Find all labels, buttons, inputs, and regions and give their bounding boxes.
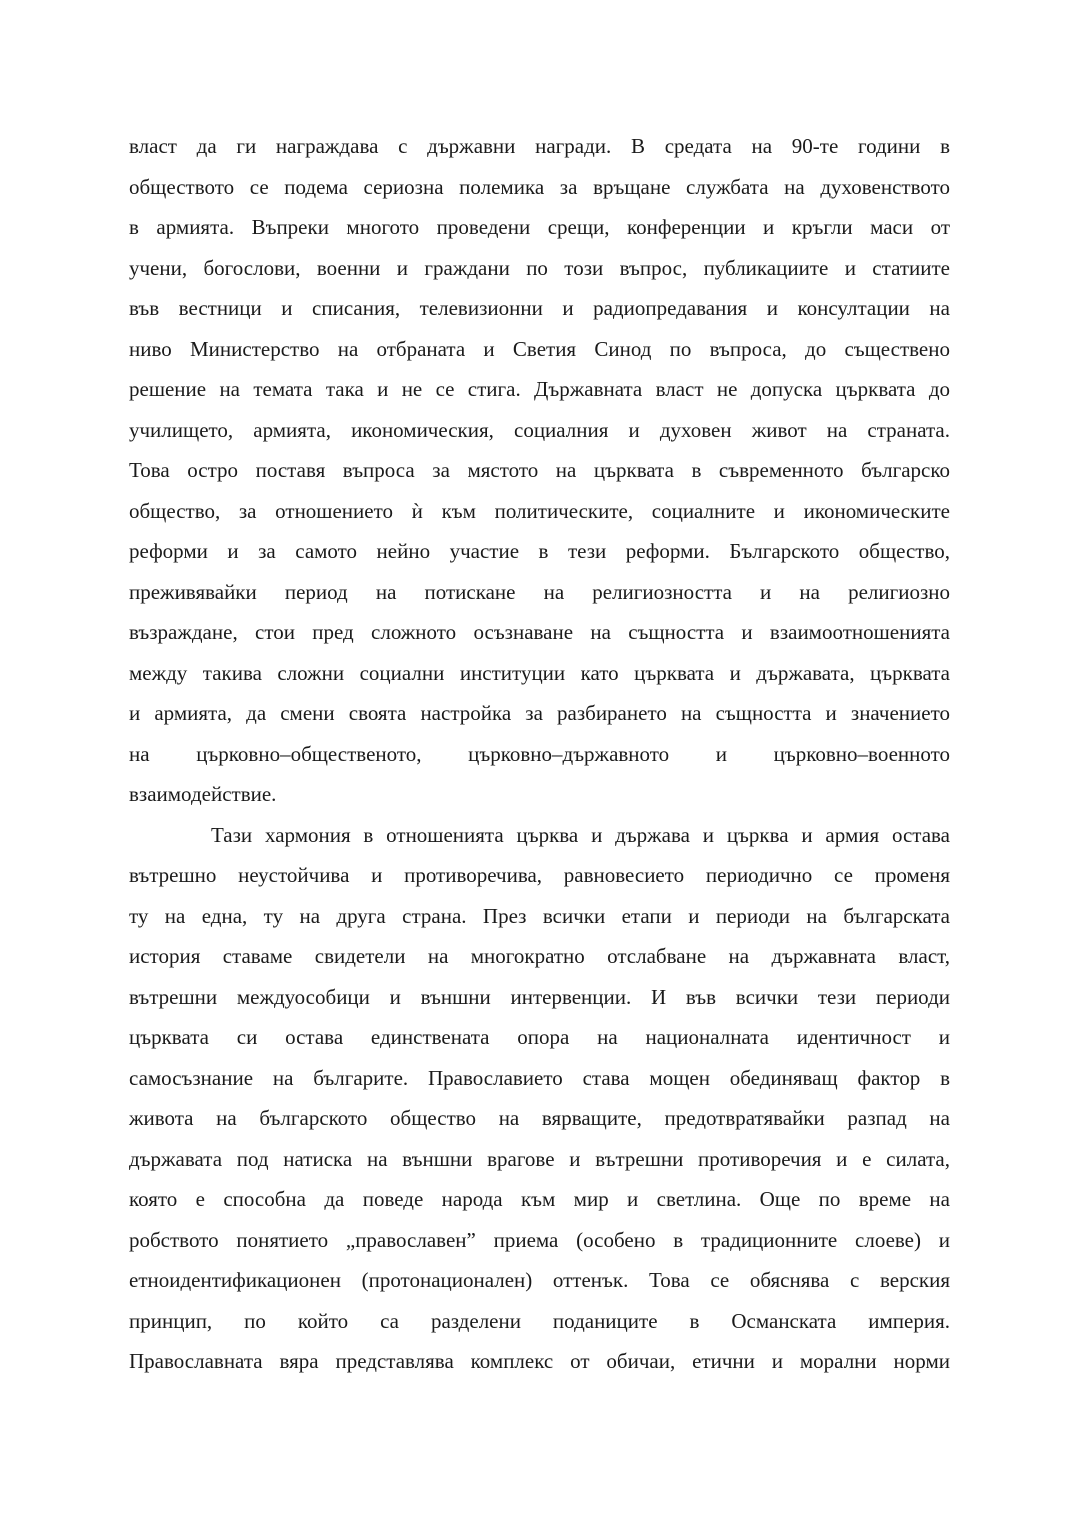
body-text [129,126,950,1382]
text-line: учени, богослови, военни и граждани по този въпрос, публикациите и статиите [129,255,950,280]
text-line: обществото се подема сериозна полемика за връщане службата на духовенството [129,174,950,199]
text-line: решение на темата така и не се стига. Държавната власт не допуска църквата до [129,377,950,401]
text-line: и армията, да смени своята настройка за разбирането на същността и значението [129,701,950,725]
text-line: реформи и за самото нейно участие в тези реформи. Българското общество, [129,539,950,563]
paragraph-first-line: Тази хармония в отношенията църква и държава и църква и армия остава [211,822,950,847]
text-line: възраждане, стои пред сложното осъзнаване на същността и взаимоотношенията [129,620,950,644]
text-line: ту на една, ту на друга страна. През всички етапи и периоди на българската [129,903,950,928]
text-line: вътрешно неустойчива и противоречива, равновесието периодично се променя [129,863,950,887]
text-line: принцип, по който са разделени поданиците в Османската империя. [129,1308,950,1333]
text-line: вътрешни междуособици и външни интервенции. И във всички тези периоди [129,984,950,1009]
text-line: етноидентификационен (протонационален) оттенък. Това се обяснява с верския [129,1268,950,1292]
text-line: Православната вяра представлява комплекс от обичаи, етични и морални норми [129,1349,950,1373]
text-line: самосъзнание на българите. Православието става мощен обединяващ фактор в [129,1065,950,1090]
text-line: общество, за отношението ѝ към политическите, социалните и икономическите [129,498,950,523]
text-line: преживявайки период на потискане на религиозността и на религиозно [129,579,950,604]
text-line: църквата си остава единствената опора на националната идентичност и [129,1025,950,1049]
text-line: ниво Министерство на отбраната и Светия Синод по въпроса, до съществено [129,336,950,361]
text-line: история ставаме свидетели на многократно отслабване на държавната власт, [129,944,950,968]
text-line: на църковно–общественото, църковно–държавното и църковно–военното [129,741,950,766]
text-line: живота на българското общество на вярващите, предотвратявайки разпад на [129,1106,950,1130]
text-line: Това остро поставя въпроса за мястото на църквата в съвременното българско [129,458,950,482]
text-line: която е способна да поведе народа към мир и светлина. Още по време на [129,1187,950,1211]
text-line: училището, армията, икономическия, социалния и духовен живот на страната. [129,417,950,442]
text-line: държавата под натиска на външни врагове и вътрешни противоречия и е силата, [129,1146,950,1171]
text-line: между такива сложни социални институции като църквата и държавата, църквата [129,660,950,685]
text-line: във вестници и списания, телевизионни и радиопредавания и консултации на [129,296,950,320]
text-line: в армията. Въпреки многото проведени срещи, конференции и кръгли маси от [129,215,950,239]
text-line: робството понятието „православен” приема (особено в традиционните слоеве) и [129,1227,950,1252]
text-line: власт да ги награждава с държавни награди. В средата на 90-те години в [129,134,950,158]
paragraph-end-line: взаимодействие. [129,782,277,806]
